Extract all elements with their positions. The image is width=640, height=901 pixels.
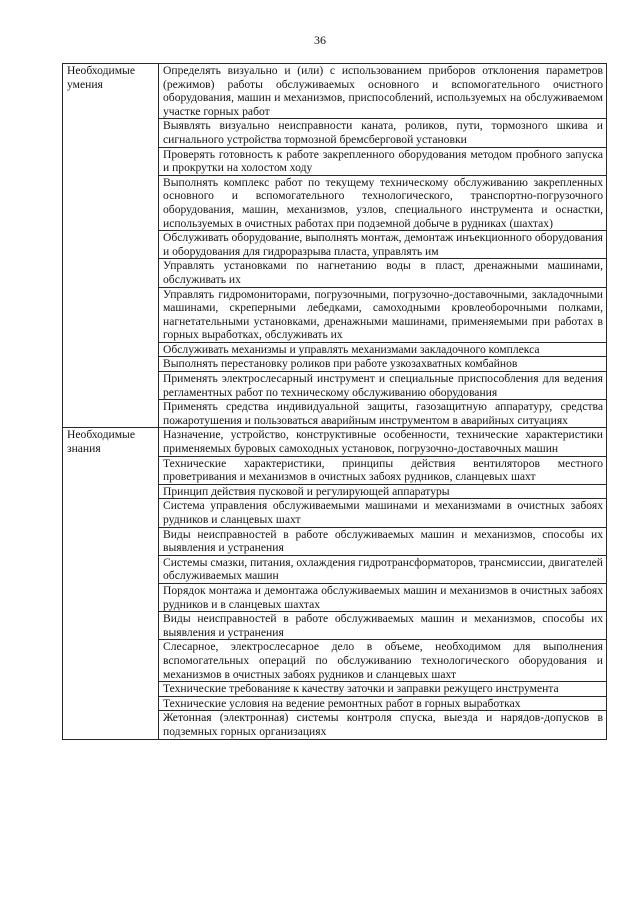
knowledge-item: Слесарное, электрослесарное дело в объеме, необходимом для выполнения вспомогательных операций по обслуживанию технологического оборудования и механизмов в очистных забоях рудников и сланцевых шахт <box>159 640 607 682</box>
table-row <box>63 64 607 119</box>
skill-item: Выявлять визуально неисправности каната, роликов, пути, тормозного шкива и сигнального устройства тормозной бремсберговой установки <box>159 119 607 147</box>
skill-item: Проверять готовность к работе закрепленного оборудования методом пробного запуска и прокрутки на холостом ходу <box>159 147 607 175</box>
skill-item: Определять визуально и (или) с использованием приборов отклонения параметров (режимов) работы обслуживаемых основного и вспомогательного очистного оборудования, машин и механизмов, приспособлений, используемых на обслуживаемом участке горных работ <box>159 64 607 119</box>
knowledge-item: Жетонная (электронная) системы контроля спуска, выезда и нарядов-допусков в подземных горных организациях <box>159 711 607 739</box>
knowledge-item: Виды неисправностей в работе обслуживаемых машин и механизмов, способы их выявления и устранения <box>159 612 607 640</box>
knowledge-item: Система управления обслуживаемыми машинами и механизмами в очистных забоях рудников и сланцевых шахт <box>159 499 607 527</box>
skill-item: Управлять установками по нагнетанию воды в пласт, дренажными машинами, обслуживать их <box>159 259 607 287</box>
knowledge-item: Принцип действия пусковой и регулирующей аппаратуры <box>159 484 607 499</box>
knowledge-item: Технические условия на ведение ремонтных работ в горных выработках <box>159 696 607 711</box>
page-number: 36 <box>314 33 326 47</box>
knowledge-item: Технические характеристики, принципы действия вентиляторов местного проветривания и механизмов в очистных забоях рудников, сланцевых шахт <box>159 456 607 484</box>
knowledge-item: Системы смазки, питания, охлаждения гидротрансформаторов, трансмиссии, двигателей обслуживаемых машин <box>159 555 607 583</box>
skill-item: Обслуживать механизмы и управлять механизмами закладочного комплекса <box>159 342 607 357</box>
knowledge-item: Порядок монтажа и демонтажа обслуживаемых машин и механизмов в очистных забоях рудников и в сланцевых шахтах <box>159 583 607 611</box>
skill-item: Применять средства индивидуальной защиты, газозащитную аппаратуру, средства пожаротушения и пользоваться аварийным инструментом в аварийных ситуациях <box>159 400 607 428</box>
knowledge-item: Назначение, устройство, конструктивные особенности, технические характеристики применяемых буровых самоходных установок, погрузочно-доставочных машин <box>159 428 607 456</box>
knowledge-item: Технические требованияе к качеству заточки и заправки режущего инструмента <box>159 682 607 697</box>
category-cell-skills: Необходимые умения <box>63 64 159 428</box>
skill-item: Выполнять перестановку роликов при работе узкозахватных комбайнов <box>159 357 607 372</box>
skill-item: Выполнять комплекс работ по текущему техническому обслуживанию закрепленных основного и вспомогательного технологического, транспортно-погрузочного оборудования, машин, механизмов, узлов, специального инструмента и оснастки, используемых в очистных работах при подземной добыче в рудниках (шахтах) <box>159 175 607 230</box>
skill-item: Применять электрослесарный инструмент и специальные приспособления для ведения регламентных работ по техническому обслуживанию оборудования <box>159 372 607 400</box>
knowledge-item: Виды неисправностей в работе обслуживаемых машин и механизмов, способы их выявления и устранения <box>159 527 607 555</box>
table-row <box>63 428 607 456</box>
skill-item: Управлять гидромониторами, погрузочными, погрузочно-доставочными, закладочными машинами, скреперными лебедками, самоходными кровлеоборочными полками, нагнетательными установками, дренажными машинами, применяемыми при работах в горных выработках, обслуживать их <box>159 287 607 342</box>
requirements-table <box>62 63 607 740</box>
skill-item: Обслуживать оборудование, выполнять монтаж, демонтаж инъекционного оборудования и оборудования для гидроразрыва пласта, управлять им <box>159 231 607 259</box>
category-cell-knowledge: Необходимые знания <box>63 428 159 739</box>
